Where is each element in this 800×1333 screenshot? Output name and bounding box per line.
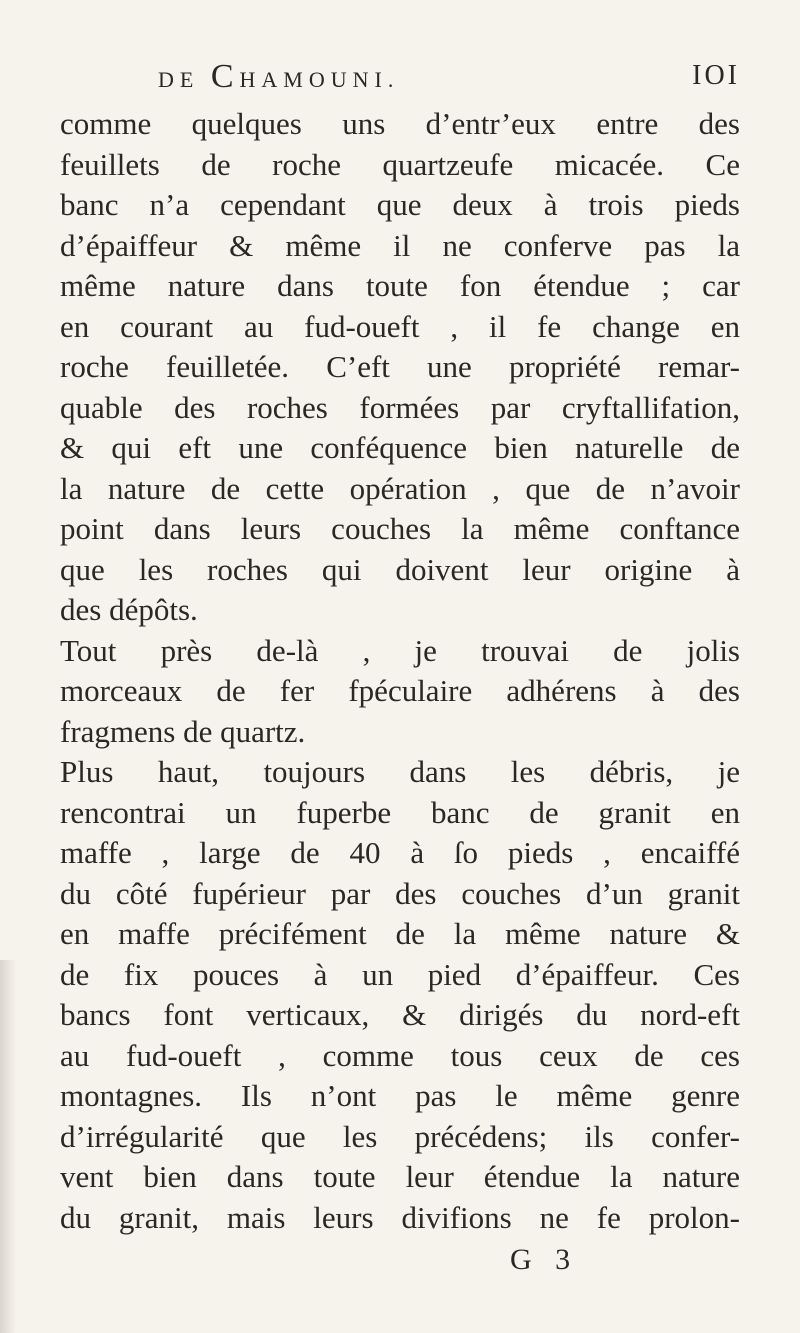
text-line: quable des roches formées par cryftallifation, (60, 389, 740, 425)
page-gutter-shadow (0, 960, 16, 1333)
text-line: des dépôts. (60, 592, 198, 627)
text-line: banc n’a cependant que deux à trois pieds (60, 187, 740, 222)
text-line: d’irrégularité que les précédens; ils confer- (60, 1118, 740, 1154)
running-head-title (158, 58, 399, 96)
text-line: maffe , large de 40 à ſo pieds , encaiffé (60, 835, 740, 870)
text-line: d’épaiffeur & même il ne conferve pas la (60, 227, 740, 263)
body-text (60, 104, 740, 1238)
text-line: même nature dans toute fon étendue ; car (60, 268, 740, 303)
text-line: du côté fupérieur par des couches d’un granit (60, 875, 740, 911)
text-line: la nature de cette opération , que de n’avoir (60, 470, 740, 506)
page-number: IOI (692, 60, 740, 91)
text-line: bancs font verticaux, & dirigés du nord-eft (60, 997, 740, 1032)
text-line: Tout près de-là , je trouvai de jolis (60, 632, 740, 668)
text-line: vent bien dans toute leur étendue la nature (60, 1159, 740, 1194)
text-line: fragmens de quartz. (60, 713, 306, 749)
text-line: rencontrai un fuperbe banc de granit en (60, 794, 740, 830)
running-head-initial: C (210, 58, 240, 95)
text-line: point dans leurs couches la même conftance (60, 511, 740, 546)
text-line: de fix pouces à un pied d’épaiffeur. Ces (60, 956, 740, 992)
running-head-prefix: DE (158, 67, 200, 92)
text-line: Plus haut, toujours dans les débris, je (60, 754, 740, 789)
text-line: comme quelques uns d’entr’eux entre des (60, 106, 740, 141)
running-head-title-rest: HAMOUNI. (239, 67, 400, 92)
text-line: feuillets de roche quartzeufe micacée. Ce (60, 146, 740, 182)
running-head (150, 58, 740, 98)
text-line: en courant au fud-oueft , il fe change en (60, 308, 740, 344)
text-line: & qui eft une conféquence bien naturelle de (60, 430, 740, 465)
text-line: montagnes. Ils n’ont pas le même genre (60, 1078, 740, 1113)
text-line: en maffe précifément de la même nature & (60, 916, 740, 951)
text-line: du granit, mais leurs divifions ne fe prolon- (60, 1199, 740, 1235)
text-line: que les roches qui doivent leur origine à (60, 551, 740, 587)
text-line: roche feuilletée. C’eft une propriété remar- (60, 349, 740, 384)
text-line: morceaux de fer fpéculaire adhérens à des (60, 673, 740, 708)
signature-mark: G 3 (510, 1243, 579, 1276)
text-line: au fud-oueft , comme tous ceux de ces (60, 1037, 740, 1073)
